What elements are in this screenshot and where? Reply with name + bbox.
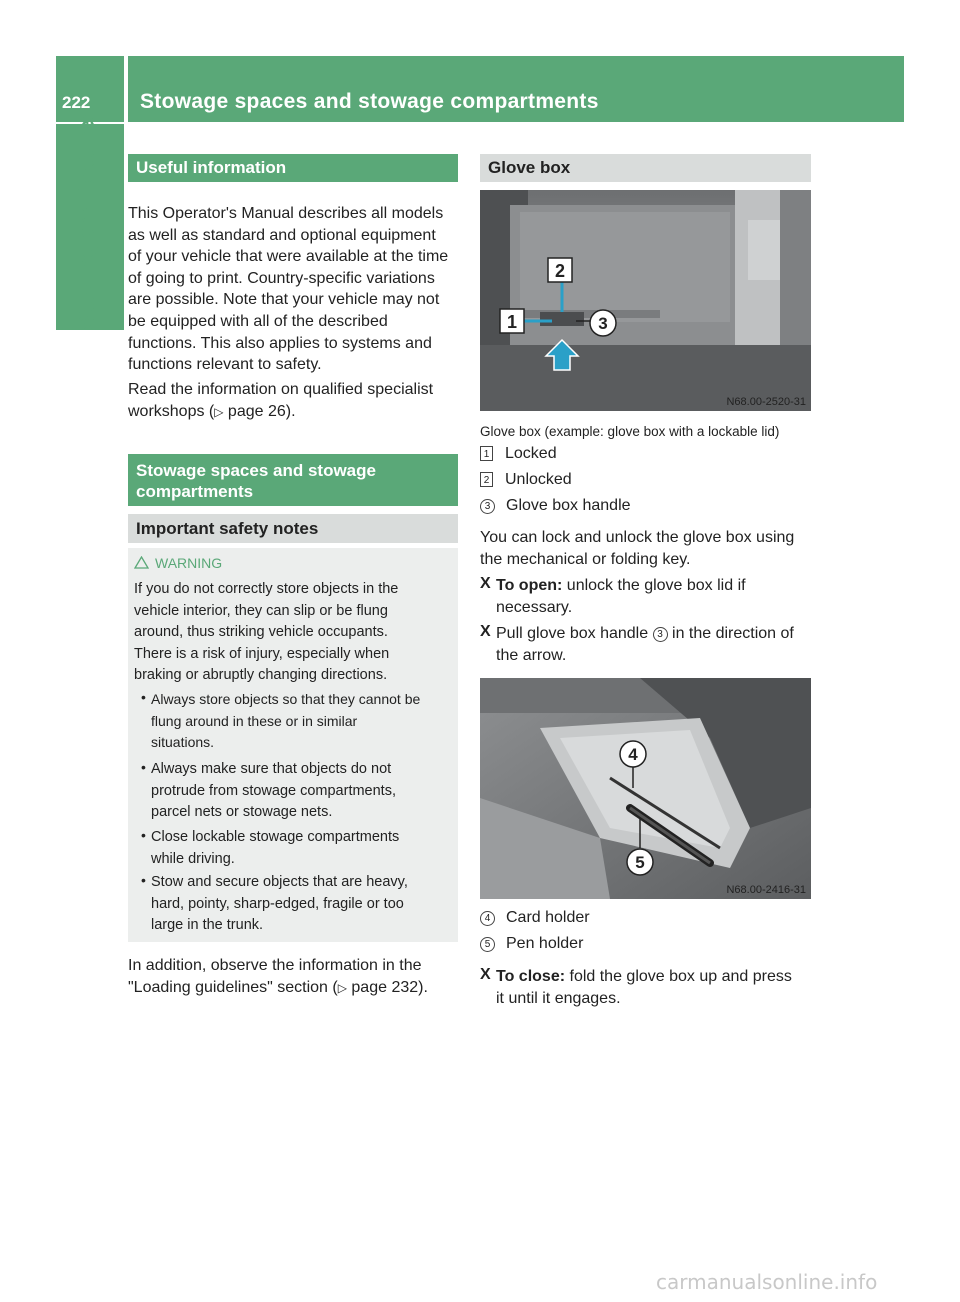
bullet-dot: •	[141, 827, 146, 843]
figure-code: N68.00-2520-31	[726, 396, 806, 408]
figure-code: N68.00-2416-31	[726, 884, 806, 896]
callout-1: 1	[506, 312, 518, 332]
bullet-item: Stow and secure objects that are heavy, hard, pointy, sharp-edged, fragile or too large in the trunk.	[151, 874, 408, 934]
circled-number-icon: 3	[653, 627, 668, 642]
text-line: Read the information on qualified specialist	[128, 381, 434, 398]
bullet-item: Always store objects so that they cannot be flung around in these or in similar situations.	[151, 691, 421, 751]
legend-item: 2 Unlocked	[480, 471, 572, 489]
page-reference-link[interactable]: page 232).	[346, 978, 428, 996]
figure-caption: Glove box (example: glove box with a lockable lid)	[480, 424, 780, 439]
running-title: Stowage spaces and stowage compartments	[140, 90, 599, 113]
glove-box-photo	[480, 190, 811, 411]
text-line: functions. This also applies to systems and	[128, 334, 432, 352]
text-line: functions relevant to safety.	[128, 356, 322, 374]
warning-icon	[134, 556, 149, 569]
warning-title: WARNING	[134, 555, 222, 571]
legend-item: 3 Glove box handle	[480, 497, 631, 515]
callout-4: 4	[628, 745, 638, 764]
circled-number-icon: 5	[480, 937, 495, 952]
bullet-dot: •	[141, 872, 146, 888]
safety-notes-heading: Important safety notes	[128, 514, 458, 543]
step-open: To open: unlock the glove box lid if necessary.	[496, 577, 746, 616]
glove-box-open-figure	[480, 678, 811, 899]
text-line: are possible. Note that your vehicle may not	[128, 291, 440, 309]
step-close: To close: fold the glove box up and press it until it engages.	[496, 968, 792, 1007]
useful-information-text	[128, 203, 463, 376]
callout-3: 3	[598, 314, 608, 333]
text-line: be equipped with all of the described	[128, 312, 388, 330]
callout-2: 2	[554, 261, 566, 281]
text-line: of your vehicle that were available at the time	[128, 248, 449, 266]
key-icon: 1	[480, 446, 493, 461]
useful-information-heading: Useful information	[128, 154, 458, 182]
step-marker-icon: X	[480, 575, 491, 592]
glove-box-open-photo	[480, 678, 811, 899]
text-line: This Operator's Manual describes all models	[128, 205, 444, 222]
stowage-heading: Stowage spaces and stowage compartments	[128, 454, 458, 506]
text-line: as well as standard and optional equipment	[128, 226, 436, 244]
page-number: 222	[62, 93, 91, 112]
header-separator	[124, 56, 128, 122]
side-tab-label: Stowing and features	[74, 107, 99, 330]
page-reference-arrow: ▷	[214, 404, 224, 419]
glove-box-paragraph: You can lock and unlock the glove box using the mechanical or folding key.	[480, 529, 795, 568]
page-reference-arrow: ▷	[337, 980, 347, 995]
legend-item: 4 Card holder	[480, 909, 590, 927]
bullet-dot: •	[141, 759, 146, 775]
glove-box-heading: Glove box	[480, 154, 811, 182]
step-pull: Pull glove box handle 3 in the direction of the arrow.	[496, 625, 794, 664]
text-line: of going to print. Country-specific variations	[128, 269, 435, 287]
step-marker-icon: X	[480, 623, 491, 640]
legend-item: 1 Locked	[480, 445, 557, 463]
step-marker-icon: X	[480, 966, 491, 983]
circled-number-icon: 4	[480, 911, 495, 926]
page-reference-link[interactable]: page 26).	[223, 402, 296, 420]
addition-text: In addition, observe the information in the "Loading guidelines" section (▷ page 232).	[128, 957, 428, 996]
callout-5: 5	[635, 853, 645, 872]
legend-item: 5 Pen holder	[480, 935, 583, 953]
bullet-item: Close lockable stowage compartments while driving.	[151, 829, 400, 867]
warning-text: If you do not correctly store objects in the vehicle interior, they can slip or be flung around, thus striking vehicle occupants. There is a risk of injury, especially when braking or abruptly changing directions.	[134, 581, 399, 684]
text-line: workshops (▷ page 26).	[128, 402, 296, 420]
watermark: carmanualsonline.info	[656, 1270, 878, 1294]
circled-number-icon: 3	[480, 499, 495, 514]
read-info-text	[128, 379, 463, 423]
bullet-dot: •	[141, 689, 146, 705]
bullet-item: Always make sure that objects do not protrude from stowage compartments, parcel nets or stowage nets.	[151, 761, 396, 821]
key-icon: 2	[480, 472, 493, 487]
glove-box-figure	[480, 190, 811, 411]
